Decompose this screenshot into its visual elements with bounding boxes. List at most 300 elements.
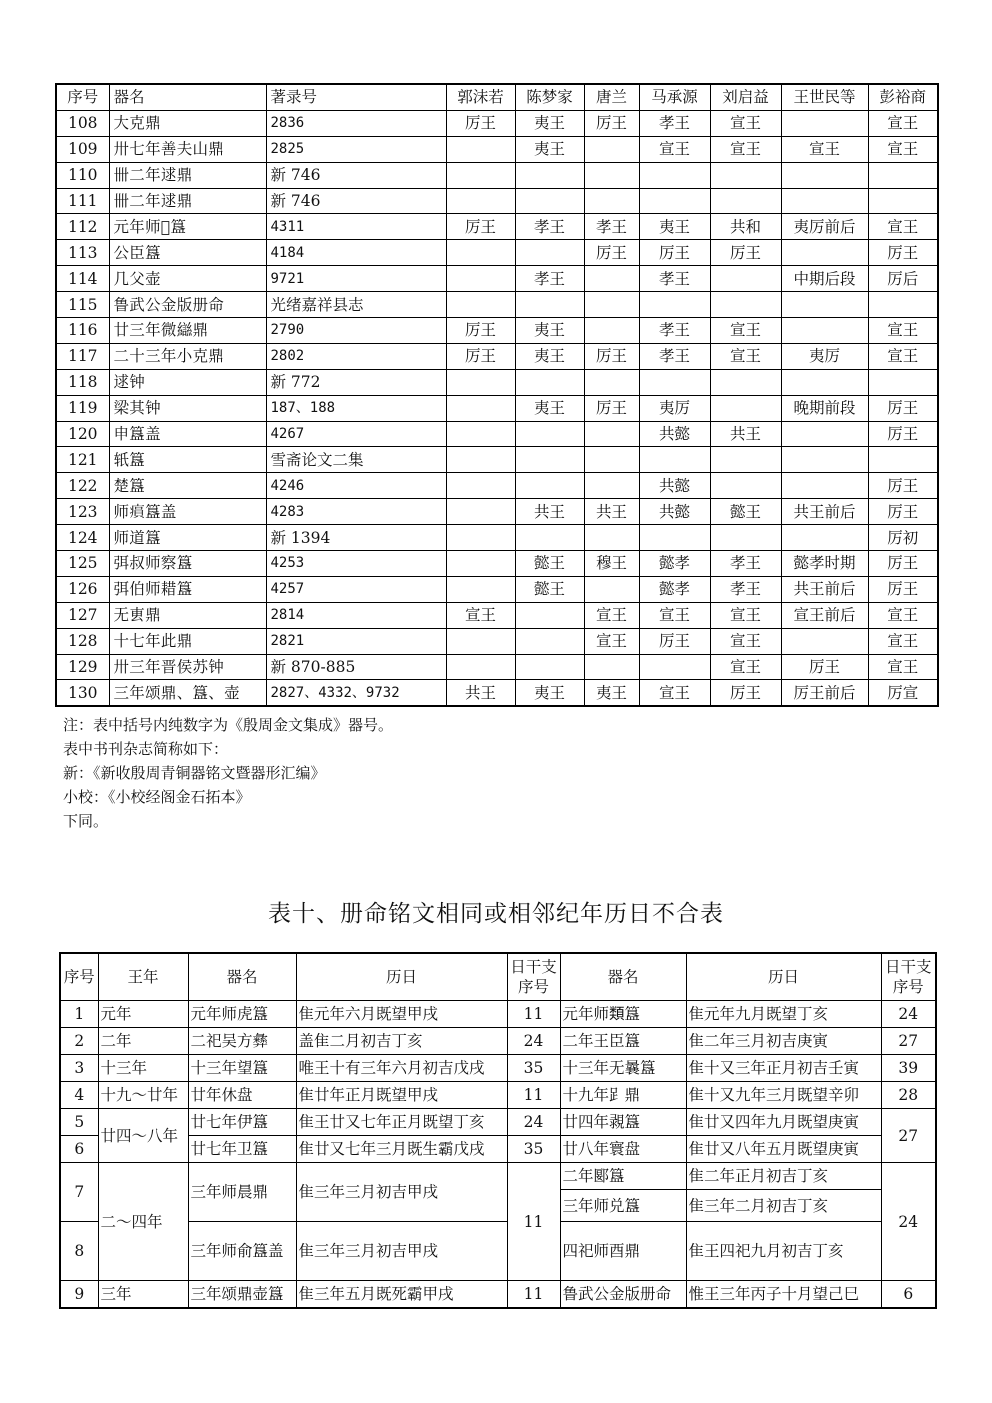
table-row — [56, 395, 938, 421]
header-cell: 陈梦家 — [515, 84, 584, 110]
cell-liu — [710, 447, 781, 473]
table-row — [56, 447, 938, 473]
cell-liu: 共和 — [710, 214, 781, 240]
cell-chen: 夷王 — [515, 136, 584, 162]
cell-no: 126 — [56, 576, 109, 602]
cell-chen: 孝王 — [515, 214, 584, 240]
cell-no: 3 — [60, 1055, 98, 1082]
cell-guo: 厉王 — [446, 343, 515, 369]
cell-chen — [515, 162, 584, 188]
cell-wang — [781, 318, 868, 344]
cell-ma: 夷厉 — [639, 395, 710, 421]
cell-peng: 厉王 — [868, 576, 938, 602]
cell-peng: 厉王 — [868, 473, 938, 499]
cell-tang — [584, 525, 639, 551]
cell-catalog-no: 新 772 — [266, 369, 446, 395]
cell-name: 廿八年寰盘 — [560, 1136, 686, 1163]
table-calendar-mismatch — [59, 952, 937, 1309]
header-cell: 郭沫若 — [446, 84, 515, 110]
cell-chen — [515, 240, 584, 266]
cell-peng: 厉宣 — [868, 680, 938, 706]
cell-catalog-no: 新 746 — [266, 162, 446, 188]
cell-no: 110 — [56, 162, 109, 188]
cell-chen — [515, 602, 584, 628]
cell-wang: 夷厉 — [781, 343, 868, 369]
cell-guo: 宣王 — [446, 602, 515, 628]
cell-no: 118 — [56, 369, 109, 395]
cell-ma — [639, 292, 710, 318]
cell-ma: 孝王 — [639, 110, 710, 136]
header-cell: 彭裕商 — [868, 84, 938, 110]
table-row — [56, 576, 938, 602]
cell-chen: 夷王 — [515, 110, 584, 136]
cell-vessel-name: 元年师𫊸簋 — [109, 214, 266, 240]
cell-catalog-no: 4311 — [266, 214, 446, 240]
cell-serial: 6 — [881, 1281, 936, 1309]
cell-guo — [446, 395, 515, 421]
cell-no: 128 — [56, 628, 109, 654]
cell-catalog-no: 2836 — [266, 110, 446, 136]
cell-ma: 共懿 — [639, 473, 710, 499]
cell-name: 元年师虎簋 — [188, 1001, 296, 1028]
cell-catalog-no: 2821 — [266, 628, 446, 654]
cell-wang — [781, 473, 868, 499]
cell-name: 十三年望簋 — [188, 1055, 296, 1082]
table-row — [60, 1028, 936, 1055]
cell-date: 隹廿又八年五月既望庚寅 — [686, 1136, 881, 1163]
cell-no: 108 — [56, 110, 109, 136]
cell-chen: 共王 — [515, 499, 584, 525]
cell-chen — [515, 447, 584, 473]
cell-guo — [446, 447, 515, 473]
cell-peng — [868, 292, 938, 318]
cell-vessel-name: 楚簋 — [109, 473, 266, 499]
cell-ma: 夷王 — [639, 214, 710, 240]
cell-date: 惟王三年丙子十月望己巳 — [686, 1281, 881, 1309]
cell-catalog-no: 新 746 — [266, 188, 446, 214]
cell-catalog-no: 雪斋论文二集 — [266, 447, 446, 473]
cell-tang — [584, 421, 639, 447]
cell-no: 125 — [56, 551, 109, 577]
cell-peng: 厉后 — [868, 266, 938, 292]
cell-tang — [584, 447, 639, 473]
cell-catalog-no: 2825 — [266, 136, 446, 162]
cell-date: 唯王十有三年六月初吉戊戌 — [296, 1055, 507, 1082]
cell-chen: 夷王 — [515, 343, 584, 369]
header-cell: 序号 — [60, 953, 98, 1001]
table-header-row — [60, 953, 936, 1001]
cell-serial: 11 — [507, 1082, 560, 1109]
cell-vessel-name: 十七年此鼎 — [109, 628, 266, 654]
header-cell: 历日 — [686, 953, 881, 1001]
cell-name: 二年王臣簋 — [560, 1028, 686, 1055]
cell-no: 124 — [56, 525, 109, 551]
cell-chen: 夷王 — [515, 395, 584, 421]
cell-guo — [446, 188, 515, 214]
cell-tang — [584, 369, 639, 395]
cell-liu — [710, 369, 781, 395]
cell-wang — [781, 188, 868, 214]
cell-liu — [710, 188, 781, 214]
table-row — [56, 654, 938, 680]
cell-name: 二年郾簋 — [560, 1163, 686, 1190]
cell-no: 127 — [56, 602, 109, 628]
cell-name: 三年师俞簋盖 — [188, 1222, 296, 1281]
cell-date: 隹元年六月既望甲戌 — [296, 1001, 507, 1028]
cell-guo: 共王 — [446, 680, 515, 706]
table-row — [56, 602, 938, 628]
cell-liu: 宣王 — [710, 654, 781, 680]
cell-no: 2 — [60, 1028, 98, 1055]
cell-liu — [710, 292, 781, 318]
cell-name: 廿七年卫簋 — [188, 1136, 296, 1163]
note-line: 下同。 — [63, 812, 109, 830]
cell-wang: 晚期前段 — [781, 395, 868, 421]
header-cell: 日干支序号 — [881, 953, 936, 1001]
table-ten-title: 表十、册命铭文相同或相邻纪年历日不合表 — [268, 901, 724, 927]
cell-vessel-name: 申簋盖 — [109, 421, 266, 447]
cell-vessel-name: 几父壶 — [109, 266, 266, 292]
cell-catalog-no: 4246 — [266, 473, 446, 499]
cell-chen: 懿王 — [515, 576, 584, 602]
cell-wang: 宣王前后 — [781, 602, 868, 628]
cell-wang — [781, 240, 868, 266]
cell-vessel-name: 二十三年小克鼎 — [109, 343, 266, 369]
cell-wang: 中期后段 — [781, 266, 868, 292]
header-cell: 器名 — [560, 953, 686, 1001]
cell-wang — [781, 110, 868, 136]
cell-peng — [868, 369, 938, 395]
cell-wang — [781, 369, 868, 395]
cell-catalog-no: 9721 — [266, 266, 446, 292]
cell-date: 隹元年九月既望丁亥 — [686, 1001, 881, 1028]
header-cell: 序号 — [56, 84, 109, 110]
cell-no: 116 — [56, 318, 109, 344]
cell-name: 三年师晨鼎 — [188, 1163, 296, 1222]
cell-date: 隹廿又四年九月既望庚寅 — [686, 1109, 881, 1136]
cell-ma: 宣王 — [639, 680, 710, 706]
cell-catalog-no: 187、188 — [266, 395, 446, 421]
cell-serial: 35 — [507, 1136, 560, 1163]
table-row — [56, 499, 938, 525]
table-row — [56, 369, 938, 395]
cell-guo — [446, 421, 515, 447]
table-row — [56, 162, 938, 188]
cell-name: 鲁武公金版册命 — [560, 1281, 686, 1309]
cell-no: 122 — [56, 473, 109, 499]
cell-catalog-no: 2802 — [266, 343, 446, 369]
cell-date: 隹二年三月初吉庚寅 — [686, 1028, 881, 1055]
table-row — [56, 266, 938, 292]
cell-no: 120 — [56, 421, 109, 447]
cell-guo — [446, 240, 515, 266]
cell-no: 115 — [56, 292, 109, 318]
cell-vessel-name: 卅七年善夫山鼎 — [109, 136, 266, 162]
cell-year: 三年 — [98, 1281, 188, 1309]
cell-no: 1 — [60, 1001, 98, 1028]
cell-ma — [639, 525, 710, 551]
table-row — [56, 628, 938, 654]
cell-date: 盖隹二月初吉丁亥 — [296, 1028, 507, 1055]
cell-no: 5 — [60, 1109, 98, 1136]
cell-tang: 穆王 — [584, 551, 639, 577]
cell-wang: 厉王前后 — [781, 680, 868, 706]
cell-guo — [446, 499, 515, 525]
cell-name: 廿四年䚄簋 — [560, 1109, 686, 1136]
cell-liu — [710, 266, 781, 292]
cell-liu: 厉王 — [710, 680, 781, 706]
cell-chen: 孝王 — [515, 266, 584, 292]
cell-date: 隹廿又七年三月既生霸戊戌 — [296, 1136, 507, 1163]
cell-peng: 宣王 — [868, 136, 938, 162]
cell-ma: 厉王 — [639, 628, 710, 654]
cell-tang — [584, 136, 639, 162]
header-cell: 器名 — [109, 84, 266, 110]
cell-tang — [584, 576, 639, 602]
table-reign-attributions — [55, 83, 939, 707]
cell-vessel-name: 无叀鼎 — [109, 602, 266, 628]
cell-wang: 厉王 — [781, 654, 868, 680]
cell-chen — [515, 525, 584, 551]
cell-tang: 共王 — [584, 499, 639, 525]
cell-ma — [639, 369, 710, 395]
cell-date: 隹王廿又七年正月既望丁亥 — [296, 1109, 507, 1136]
cell-date: 隹三年三月初吉甲戌 — [296, 1222, 507, 1281]
table-row — [56, 214, 938, 240]
cell-no: 109 — [56, 136, 109, 162]
cell-vessel-name: 逑钟 — [109, 369, 266, 395]
table-row — [56, 343, 938, 369]
cell-no: 113 — [56, 240, 109, 266]
header-cell: 器名 — [188, 953, 296, 1001]
cell-peng — [868, 188, 938, 214]
cell-guo — [446, 369, 515, 395]
table-row — [56, 136, 938, 162]
cell-vessel-name: 𬨂簋 — [109, 447, 266, 473]
cell-vessel-name: 卌二年逑鼎 — [109, 188, 266, 214]
cell-peng: 厉王 — [868, 240, 938, 266]
cell-guo: 厉王 — [446, 214, 515, 240]
cell-peng: 宣王 — [868, 318, 938, 344]
cell-peng: 厉王 — [868, 499, 938, 525]
cell-ma: 懿孝 — [639, 576, 710, 602]
table-notes — [63, 713, 393, 833]
cell-liu: 宣王 — [710, 343, 781, 369]
cell-wang — [781, 292, 868, 318]
cell-chen: 夷王 — [515, 318, 584, 344]
table-row — [60, 1163, 936, 1190]
header-cell: 马承源 — [639, 84, 710, 110]
cell-vessel-name: 卌二年逑鼎 — [109, 162, 266, 188]
cell-liu: 孝王 — [710, 551, 781, 577]
cell-tang — [584, 266, 639, 292]
header-cell: 王年 — [98, 953, 188, 1001]
cell-chen — [515, 654, 584, 680]
cell-liu — [710, 162, 781, 188]
cell-liu — [710, 525, 781, 551]
cell-peng — [868, 447, 938, 473]
cell-liu: 宣王 — [710, 628, 781, 654]
table-row — [56, 551, 938, 577]
cell-no: 119 — [56, 395, 109, 421]
cell-liu: 孝王 — [710, 576, 781, 602]
cell-peng: 厉王 — [868, 551, 938, 577]
cell-chen — [515, 188, 584, 214]
cell-liu — [710, 395, 781, 421]
cell-serial: 24 — [507, 1028, 560, 1055]
cell-vessel-name: 师𤸫簋盖 — [109, 499, 266, 525]
cell-date: 隹廿年正月既望甲戌 — [296, 1082, 507, 1109]
cell-chen — [515, 473, 584, 499]
cell-serial: 27 — [881, 1028, 936, 1055]
cell-wang: 懿孝时期 — [781, 551, 868, 577]
cell-serial: 11 — [507, 1001, 560, 1028]
cell-vessel-name: 鲁武公金版册命 — [109, 292, 266, 318]
cell-year: 二～四年 — [98, 1163, 188, 1281]
cell-liu: 厉王 — [710, 240, 781, 266]
cell-vessel-name: 三年颂鼎、簋、壶 — [109, 680, 266, 706]
cell-chen — [515, 628, 584, 654]
cell-catalog-no: 4283 — [266, 499, 446, 525]
cell-guo — [446, 551, 515, 577]
cell-wang — [781, 525, 868, 551]
cell-catalog-no: 4257 — [266, 576, 446, 602]
cell-liu: 宣王 — [710, 136, 781, 162]
cell-guo — [446, 292, 515, 318]
cell-liu: 懿王 — [710, 499, 781, 525]
cell-name: 廿年休盘 — [188, 1082, 296, 1109]
cell-no: 7 — [60, 1163, 98, 1222]
table-header-row — [56, 84, 938, 110]
cell-guo — [446, 266, 515, 292]
note-line: 注：表中括号内纯数字为《殷周金文集成》器号。 — [63, 716, 394, 734]
cell-peng: 宣王 — [868, 602, 938, 628]
cell-catalog-no: 新 1394 — [266, 525, 446, 551]
cell-date: 隹王四祀九月初吉丁亥 — [686, 1222, 881, 1281]
cell-ma: 共懿 — [639, 499, 710, 525]
table-row — [56, 473, 938, 499]
cell-no: 8 — [60, 1222, 98, 1281]
cell-no: 123 — [56, 499, 109, 525]
note-line: 表中书刊杂志简称如下： — [63, 740, 229, 758]
cell-catalog-no: 4267 — [266, 421, 446, 447]
cell-ma: 孝王 — [639, 266, 710, 292]
cell-liu: 宣王 — [710, 602, 781, 628]
cell-liu: 宣王 — [710, 318, 781, 344]
cell-serial: 27 — [881, 1109, 936, 1163]
table-row — [56, 240, 938, 266]
cell-serial: 35 — [507, 1055, 560, 1082]
cell-serial: 28 — [881, 1082, 936, 1109]
table-row — [60, 1281, 936, 1309]
cell-guo — [446, 473, 515, 499]
cell-tang: 宣王 — [584, 602, 639, 628]
cell-vessel-name: 师道簋 — [109, 525, 266, 551]
cell-wang — [781, 447, 868, 473]
table-row — [60, 1109, 936, 1136]
note-line: 新：《新收殷周青铜器铭文暨器形汇编》 — [63, 764, 326, 782]
cell-no: 121 — [56, 447, 109, 473]
cell-chen: 懿王 — [515, 551, 584, 577]
cell-tang: 厉王 — [584, 343, 639, 369]
header-cell: 唐兰 — [584, 84, 639, 110]
cell-peng — [868, 162, 938, 188]
note-line: 小校：《小校经阁金石拓本》 — [63, 788, 251, 806]
cell-date: 隹二年正月初吉丁亥 — [686, 1163, 881, 1190]
table-row — [56, 188, 938, 214]
cell-vessel-name: 廿三年微䜌鼎 — [109, 318, 266, 344]
cell-wang: 共王前后 — [781, 576, 868, 602]
table-row — [60, 1055, 936, 1082]
cell-catalog-no: 4184 — [266, 240, 446, 266]
header-cell: 著录号 — [266, 84, 446, 110]
cell-liu — [710, 473, 781, 499]
cell-peng: 宣王 — [868, 654, 938, 680]
cell-peng: 宣王 — [868, 214, 938, 240]
cell-catalog-no: 光绪嘉祥县志 — [266, 292, 446, 318]
cell-tang — [584, 318, 639, 344]
cell-guo — [446, 654, 515, 680]
table-row — [56, 421, 938, 447]
cell-name: 十九年𧾷鼎 — [560, 1082, 686, 1109]
cell-date: 隹三年二月初吉丁亥 — [686, 1190, 881, 1222]
cell-catalog-no: 2827、4332、9732 — [266, 680, 446, 706]
cell-no: 114 — [56, 266, 109, 292]
cell-vessel-name: 弭伯师耤簋 — [109, 576, 266, 602]
cell-vessel-name: 梁其钟 — [109, 395, 266, 421]
cell-guo: 厉王 — [446, 110, 515, 136]
table-row — [60, 1136, 936, 1163]
cell-name: 三年颂鼎壶簋 — [188, 1281, 296, 1309]
cell-tang: 夷王 — [584, 680, 639, 706]
cell-serial: 11 — [507, 1163, 560, 1281]
cell-peng: 宣王 — [868, 343, 938, 369]
cell-catalog-no: 2790 — [266, 318, 446, 344]
cell-wang — [781, 162, 868, 188]
cell-vessel-name: 卅三年晋侯苏钟 — [109, 654, 266, 680]
table-row — [56, 292, 938, 318]
cell-tang — [584, 473, 639, 499]
cell-no: 117 — [56, 343, 109, 369]
cell-year: 廿四～八年 — [98, 1109, 188, 1163]
header-cell: 王世民等 — [781, 84, 868, 110]
cell-ma: 孝王 — [639, 343, 710, 369]
cell-year: 二年 — [98, 1028, 188, 1055]
cell-name: 四祀师酉鼎 — [560, 1222, 686, 1281]
cell-no: 6 — [60, 1136, 98, 1163]
cell-date: 隹十又三年正月初吉壬寅 — [686, 1055, 881, 1082]
cell-peng: 厉王 — [868, 395, 938, 421]
cell-ma: 懿孝 — [639, 551, 710, 577]
cell-ma: 厉王 — [639, 240, 710, 266]
cell-chen — [515, 292, 584, 318]
cell-name: 元年师𩔖簋 — [560, 1001, 686, 1028]
table-row — [60, 1001, 936, 1028]
cell-tang — [584, 292, 639, 318]
cell-ma — [639, 162, 710, 188]
header-cell: 历日 — [296, 953, 507, 1001]
header-cell: 日干支序号 — [507, 953, 560, 1001]
cell-tang — [584, 654, 639, 680]
table-row — [56, 680, 938, 706]
cell-vessel-name: 公臣簋 — [109, 240, 266, 266]
cell-serial: 11 — [507, 1281, 560, 1309]
cell-guo — [446, 628, 515, 654]
cell-wang: 宣王 — [781, 136, 868, 162]
cell-name: 廿七年伊簋 — [188, 1109, 296, 1136]
cell-serial: 39 — [881, 1055, 936, 1082]
cell-name: 十三年无曩簋 — [560, 1055, 686, 1082]
